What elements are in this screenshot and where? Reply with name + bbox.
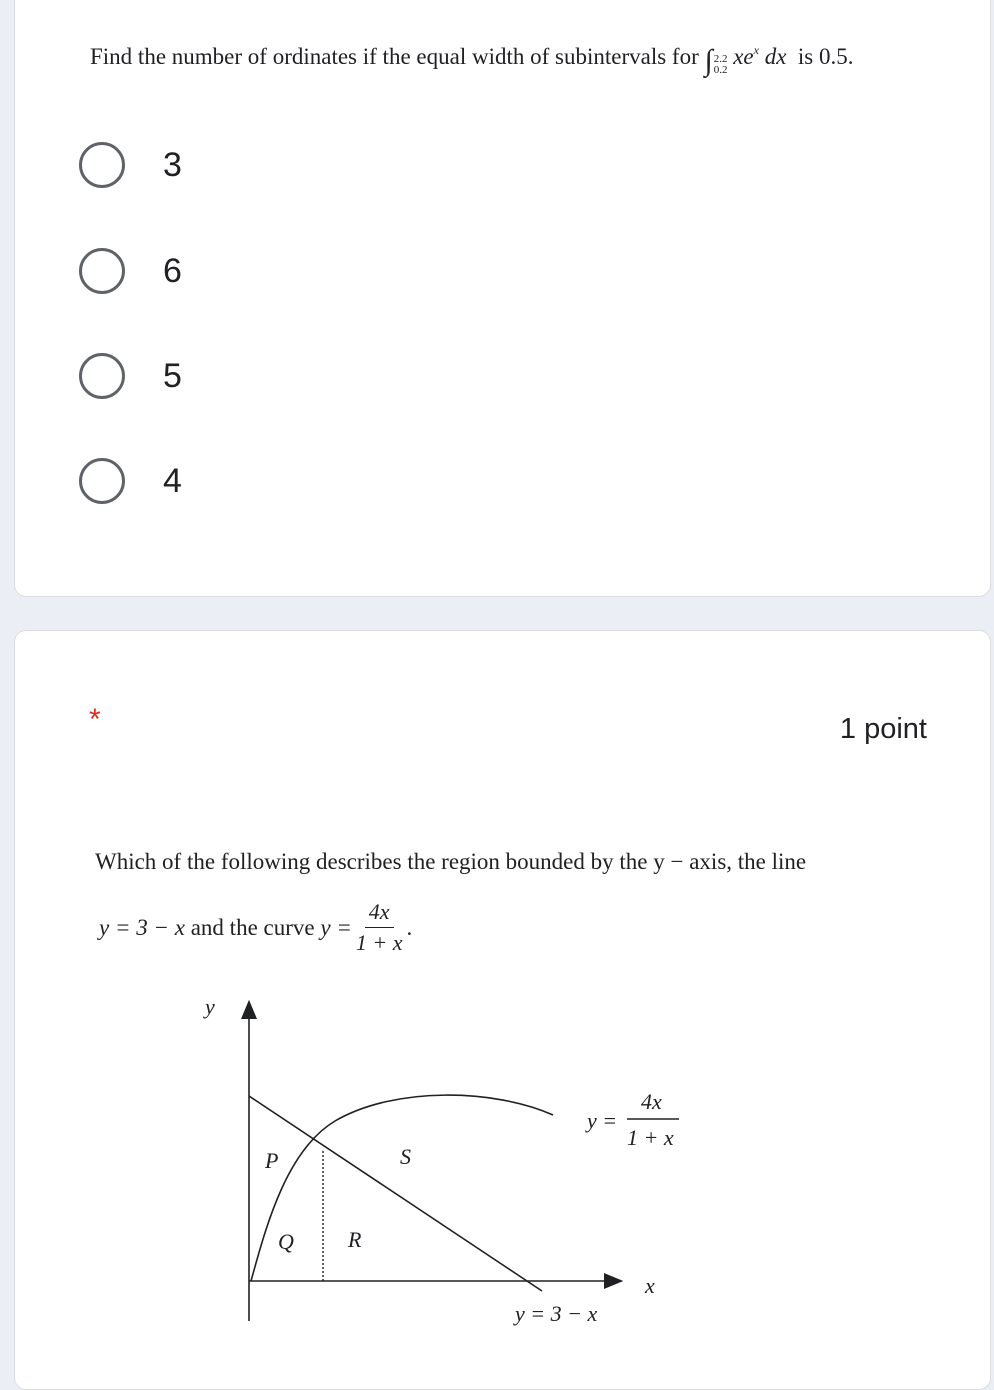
option-3[interactable] — [79, 137, 182, 193]
points-label: 1 point — [839, 713, 927, 745]
question-1-prefix: Find the number of ordinates if the equal width of subintervals for — [90, 44, 699, 69]
question-1-suffix: is 0.5. — [797, 44, 854, 69]
question-card-2 — [14, 630, 991, 1390]
integrand-differential: dx — [764, 44, 787, 69]
integral-upper-limit: 2.2 — [713, 53, 728, 65]
option-label: 6 — [163, 251, 182, 290]
region-label-r: R — [348, 1227, 362, 1252]
line-label: y = 3 − x — [515, 1301, 598, 1326]
option-label: 5 — [163, 356, 182, 395]
region-label-q: Q — [278, 1229, 294, 1254]
curve-equation-lhs: y = — [320, 914, 352, 940]
integrand-exponent: x — [753, 43, 759, 57]
question-1-text — [90, 43, 854, 78]
option-label: 3 — [163, 145, 182, 184]
curve-denominator: 1 + x — [355, 930, 403, 955]
option-4[interactable] — [79, 453, 182, 509]
curve-label-numerator: 4x — [641, 1089, 662, 1114]
radio-button[interactable] — [79, 458, 125, 504]
option-6[interactable] — [79, 243, 182, 299]
radio-button[interactable] — [79, 142, 125, 188]
curve-4x-over-1-plus-x — [251, 1095, 553, 1281]
question-2-connector: and the curve — [190, 914, 315, 940]
curve-label-lhs: y = — [587, 1108, 618, 1133]
y-axis-label: y — [205, 994, 215, 1019]
question-card-1 — [14, 0, 991, 597]
curve-label-denominator: 1 + x — [627, 1125, 674, 1150]
question-2-text-line-1: Which of the following describes the region bounded by the y − axis, the line — [95, 849, 807, 874]
radio-button[interactable] — [79, 248, 125, 294]
region-label-p: P — [265, 1148, 279, 1173]
integrand-base: xe — [733, 44, 754, 69]
question-2-period: . — [406, 914, 413, 940]
region-label-s: S — [400, 1144, 411, 1169]
line-y-3-minus-x — [249, 1096, 542, 1291]
x-axis-label: x — [645, 1273, 655, 1298]
option-label: 4 — [163, 461, 182, 500]
required-asterisk: * — [89, 703, 101, 736]
integral-limits — [714, 54, 728, 76]
option-5[interactable] — [79, 348, 182, 404]
line-equation: y = 3 − x — [99, 914, 185, 940]
curve-numerator: 4x — [365, 899, 394, 928]
integral-sign: ∫ — [704, 44, 713, 77]
integral-lower-limit: 0.2 — [713, 64, 728, 76]
region-graph — [15, 631, 992, 1361]
radio-button[interactable] — [79, 353, 125, 399]
